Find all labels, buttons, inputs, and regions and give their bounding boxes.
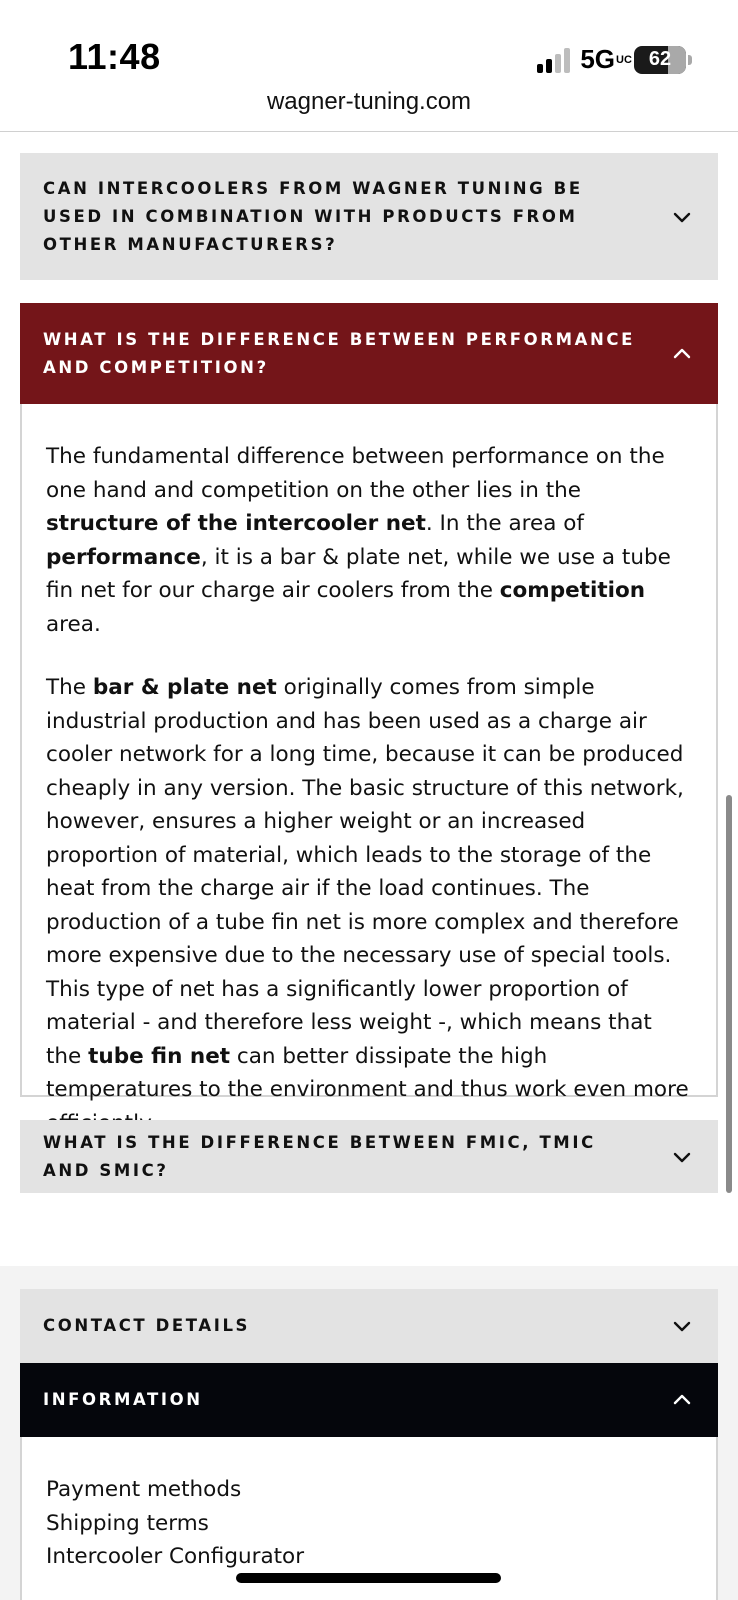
footer-information xyxy=(20,1363,718,1600)
link-payment-methods[interactable]: Payment methods xyxy=(46,1477,242,1502)
url-text[interactable]: wagner-tuning.com xyxy=(266,88,472,115)
faq-question-toggle[interactable] xyxy=(20,1120,718,1193)
chevron-down-icon[interactable] xyxy=(672,1147,692,1167)
network-type xyxy=(580,44,632,75)
faq-question: CAN INTERCOOLERS FROM WAGNER TUNING BE USED IN COMBINATION WITH PRODUCTS FROM OTHER MANUFACTURERS? xyxy=(43,178,583,254)
network-badge: UC xyxy=(616,53,632,66)
faq-answer xyxy=(20,404,718,1102)
answer-paragraph-1: The fundamental difference between performance on the one hand and competition on the other lies in the structure of the intercooler net. In the area of performance, it is a bar & plate net, while we use a tube fin net for our charge air coolers from the competition area. xyxy=(46,444,671,637)
footer-section-toggle[interactable] xyxy=(20,1363,718,1437)
answer-paragraph-2: The bar & plate net originally comes from simple industrial production and has been used as a charge air cooler network for a long time, because it can be produced cheaply in any version. The basic structure of this network, however, ensures a higher weight or an increased proportion of material, which leads to the storage of the heat from the charge air if the load continues. The production of a tube fin net is more complex and therefore more expensive due to the necessary use of special tools. This type of net has a significantly lower proportion of material - and therefore less weight -, which means that the tube fin net can better dissipate the high temperatures to the environment and thus work even more xyxy=(46,675,689,1102)
chevron-down-icon[interactable] xyxy=(672,207,692,227)
footer-contact-details xyxy=(20,1289,718,1363)
faq-item-performance-competition xyxy=(20,303,718,1102)
status-indicators xyxy=(537,44,692,75)
link-intercooler-configurator[interactable]: Intercooler Configurator xyxy=(46,1544,305,1569)
chevron-up-icon[interactable] xyxy=(672,1390,692,1410)
network-label: 5G xyxy=(580,44,615,74)
address-bar[interactable] xyxy=(0,84,738,132)
cellular-signal-icon xyxy=(537,47,570,73)
faq-item-other-manufacturers xyxy=(20,153,718,280)
home-indicator[interactable] xyxy=(236,1573,501,1583)
footer-section-title: INFORMATION xyxy=(43,1390,203,1409)
battery-icon xyxy=(634,46,686,74)
faq-question-toggle[interactable] xyxy=(20,303,718,404)
battery-level: 62 xyxy=(648,48,672,70)
footer-section-title: CONTACT DETAILS xyxy=(43,1316,251,1335)
faq-question-toggle[interactable] xyxy=(20,153,718,280)
faq-question: WHAT IS THE DIFFERENCE BETWEEN FMIC, TMIC AND SMIC? xyxy=(43,1132,596,1180)
link-shipping-terms[interactable]: Shipping terms xyxy=(46,1510,209,1536)
scrollbar-thumb[interactable] xyxy=(726,795,732,1193)
faq-question: WHAT IS THE DIFFERENCE BETWEEN PERFORMANCE AND COMPETITION? xyxy=(43,329,635,377)
chevron-up-icon[interactable] xyxy=(672,344,692,364)
status-time: 11:48 xyxy=(68,36,161,77)
chevron-down-icon[interactable] xyxy=(672,1316,692,1336)
faq-item-fmic-tmic-smic xyxy=(20,1120,718,1193)
battery-cap xyxy=(688,55,692,65)
footer-section-toggle[interactable] xyxy=(20,1289,718,1363)
status-bar xyxy=(0,0,738,84)
